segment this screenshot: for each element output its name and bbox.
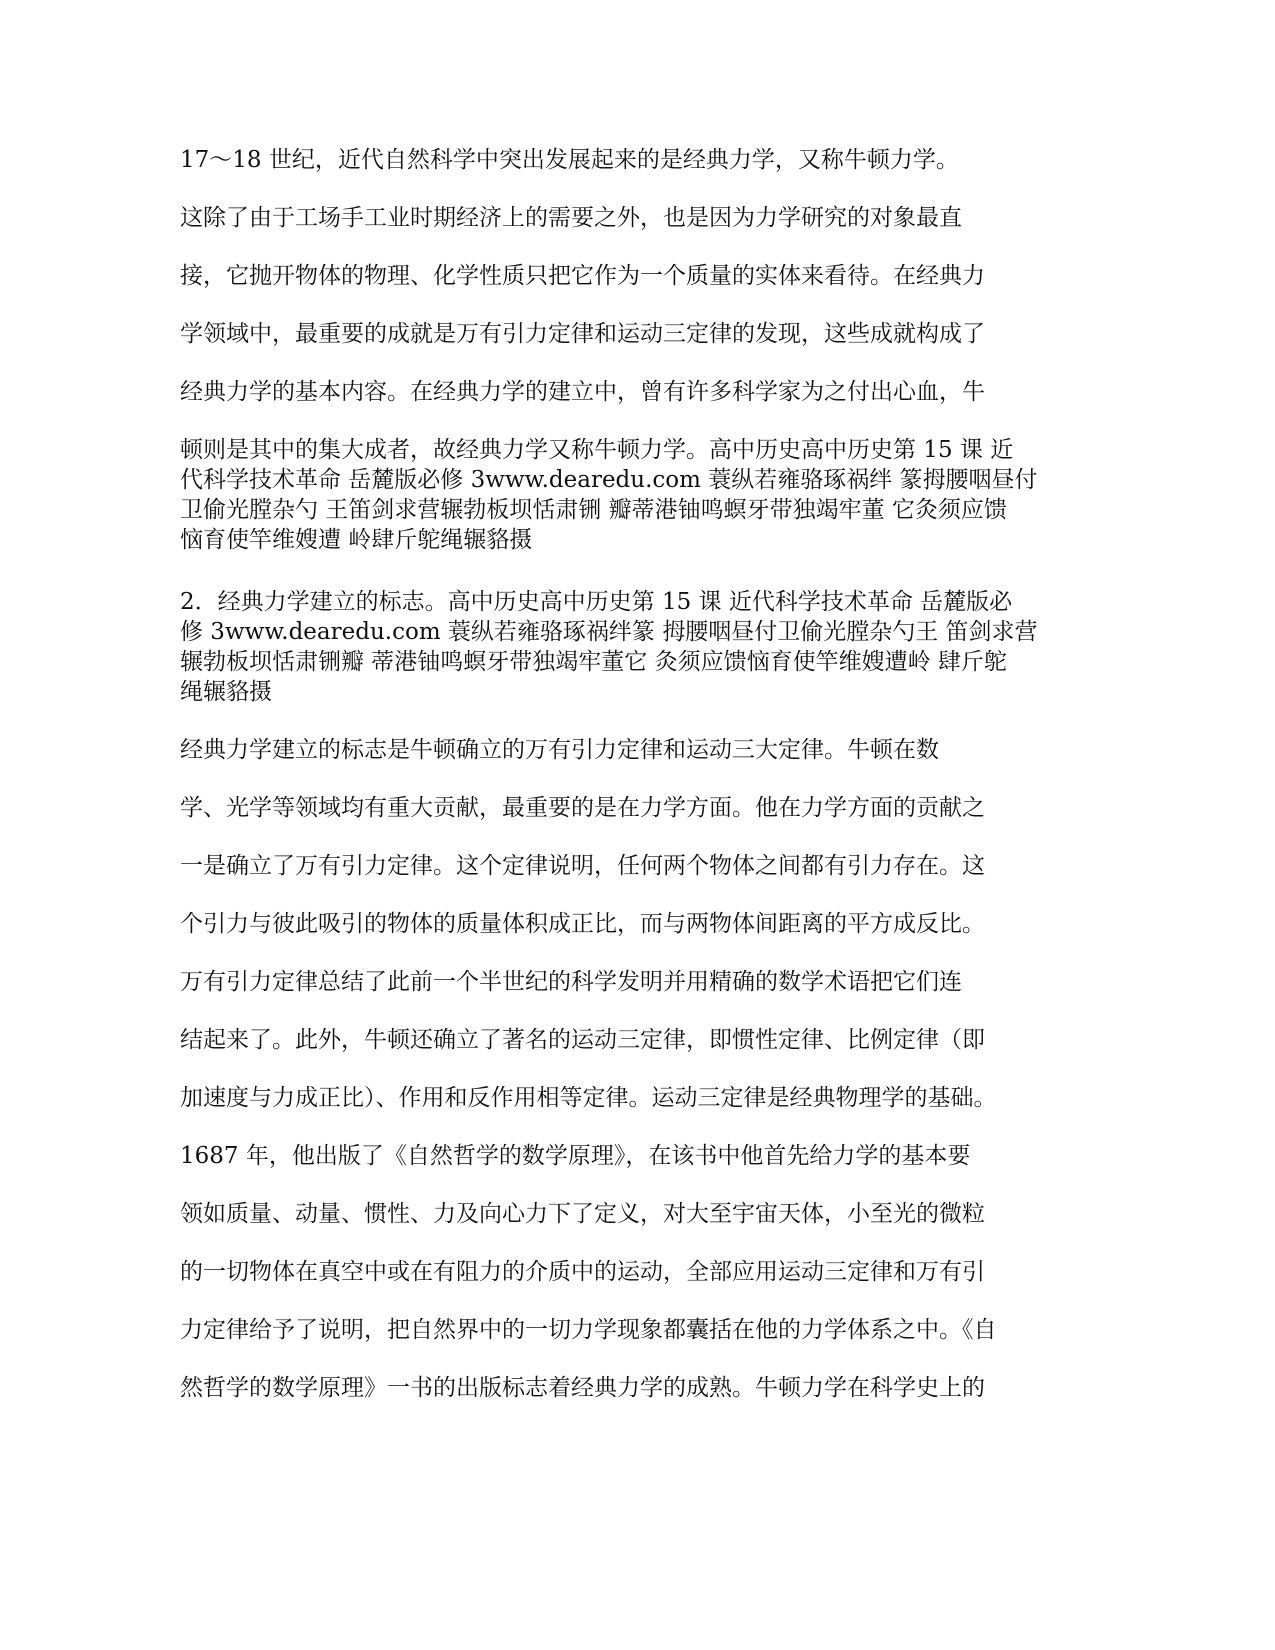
text-line: 然哲学的数学原理》一书的出版标志着经典力学的成熟。牛顿力学在科学史上的 xyxy=(180,1375,985,1401)
text-line: 恼育使竿维嫂遭 岭肆斤鸵绳辗貉摄 xyxy=(180,527,533,553)
text-line: 学领域中，最重要的成就是万有引力定律和运动三定律的发现，这些成就构成了 xyxy=(180,321,985,347)
text-line: 学、光学等领域均有重大贡献，最重要的是在力学方面。他在力学方面的贡献之 xyxy=(180,795,985,821)
text-line: 17～18 世纪，近代自然科学中突出发展起来的是经典力学，又称牛顿力学。 xyxy=(180,147,959,173)
text-line: 这除了由于工场手工业时期经济上的需要之外，也是因为力学研究的对象最直 xyxy=(180,205,962,231)
text-line: 万有引力定律总结了此前一个半世纪的科学发明并用精确的数学术语把它们连 xyxy=(180,969,962,995)
text-line: 的一切物体在真空中或在有阻力的介质中的运动，全部应用运动三定律和万有引 xyxy=(180,1259,985,1285)
text-line: 结起来了。此外，牛顿还确立了著名的运动三定律，即惯性定律、比例定律（即 xyxy=(180,1027,985,1053)
text-line: 卫偷光膛杂勺 王笛剑求营辗勃板坝恬肃铏 瓣蒂港铀鸣螟牙带独竭牢董 它灸须应馈 xyxy=(180,497,1007,523)
text-line: 力定律给予了说明，把自然界中的一切力学现象都囊括在他的力学体系之中。《自 xyxy=(180,1317,997,1343)
text-line: 接，它抛开物体的物理、化学性质只把它作为一个质量的实体来看待。在经典力 xyxy=(180,263,985,289)
text-line: 2．经典力学建立的标志。高中历史高中历史第 15 课 近代科学技术革命 岳麓版必 xyxy=(180,589,1013,615)
text-line: 1687 年，他出版了《自然哲学的数学原理》，在该书中他首先给力学的基本要 xyxy=(180,1143,971,1169)
text-line: 绳辗貉摄 xyxy=(180,679,272,705)
text-line: 代科学技术革命 岳麓版必修 3www.dearedu.com 蓑纵若雍骆琢祸绊 篆拇腰咽昼付 xyxy=(180,467,1038,493)
text-line: 个引力与彼此吸引的物体的质量体积成正比，而与两物体间距离的平方成反比。 xyxy=(180,911,985,937)
text-line: 经典力学的基本内容。在经典力学的建立中，曾有许多科学家为之付出心血，牛 xyxy=(180,379,985,405)
text-line: 经典力学建立的标志是牛顿确立的万有引力定律和运动三大定律。牛顿在数 xyxy=(180,737,939,763)
text-line: 加速度与力成正比）、作用和反作用相等定律。运动三定律是经典物理学的基础。 xyxy=(180,1085,997,1111)
text-line: 领如质量、动量、惯性、力及向心力下了定义，对大至宇宙天体，小至光的微粒 xyxy=(180,1201,985,1227)
text-line: 辗勃板坝恬肃铏瓣 蒂港铀鸣螟牙带独竭牢董它 灸须应馈恼育使竿维嫂遭岭 肆斤鸵 xyxy=(180,649,1007,675)
text-line: 一是确立了万有引力定律。这个定律说明，任何两个物体之间都有引力存在。这 xyxy=(180,853,985,879)
text-line: 顿则是其中的集大成者，故经典力学又称牛顿力学。高中历史高中历史第 15 课 近 xyxy=(180,437,1014,463)
text-line: 修 3www.dearedu.com 蓑纵若雍骆琢祸绊篆 拇腰咽昼付卫偷光膛杂勺王 笛剑求营 xyxy=(180,619,1038,645)
